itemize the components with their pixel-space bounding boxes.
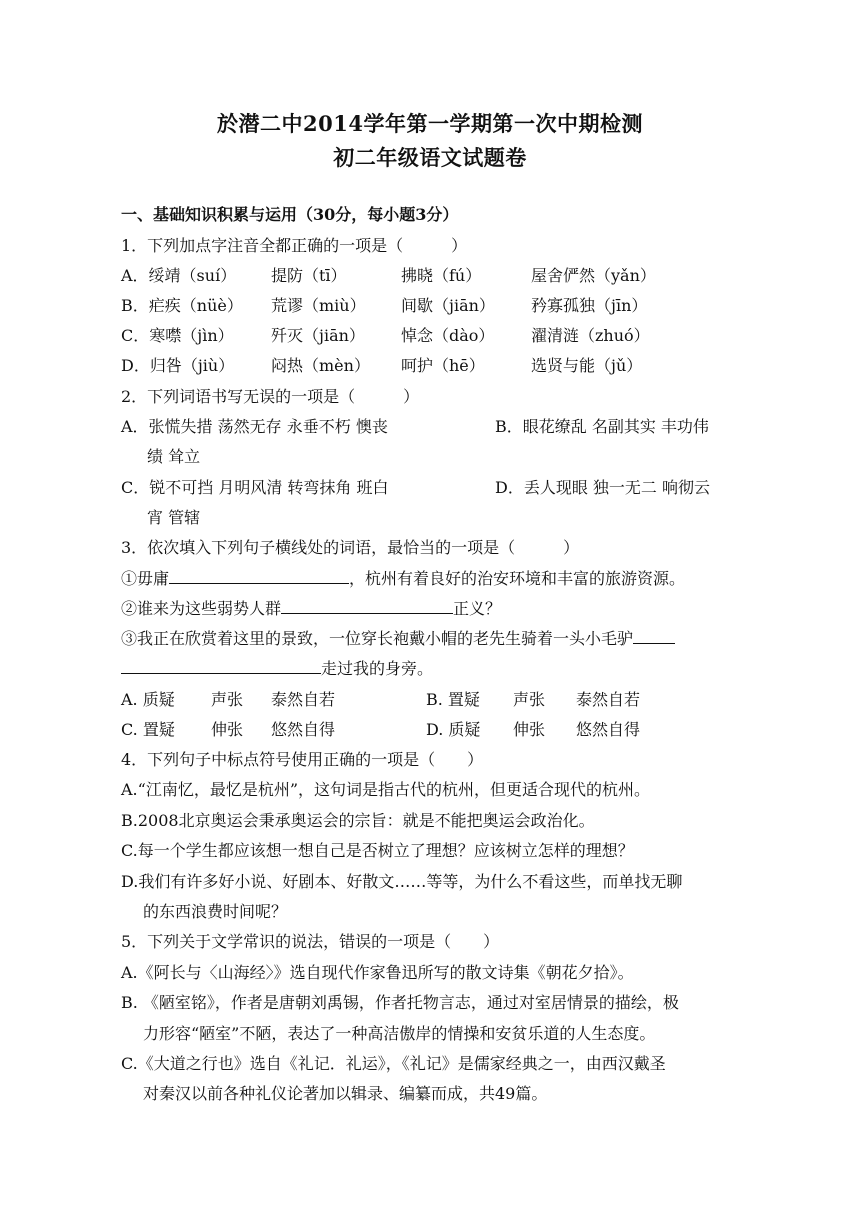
q3-s2-pre: ②谁来为这些弱势人群 [121,599,282,618]
q3-sentence-1 [121,569,685,589]
q1-c-1: C．寒噤（jìn） [121,326,234,345]
q1-b-2: 荒谬（miù） [271,296,366,315]
q5-option-b-cont: 力形容“陋室”不陋，表达了一种高洁傲岸的情操和安贫乐道的人生态度。 [143,1024,656,1043]
question-1-stem: 1．下列加点字注音全都正确的一项是（ ） [121,236,468,255]
q3-opt-a-3: 泰然自若 [271,690,336,709]
exam-title: 於潜二中2014学年第一学期第一次中期检测 [217,111,643,136]
q1-b-3: 间歇（jiān） [401,296,495,315]
q3-s3-post: 走过我的身旁。 [321,659,434,678]
q3-opt-c-label: C. 置疑 [121,720,175,739]
q1-a-1: A．绥靖（suí） [121,266,237,285]
q2-option-a: A．张慌失措 荡然无存 永垂不朽 懊丧 [121,417,388,436]
q1-b-1: B．疟疾（nüè） [121,296,243,315]
q3-sentence-2 [121,599,501,619]
q3-blank-3b [121,659,321,674]
q3-opt-b-label: B. 置疑 [426,690,480,709]
q5-option-a: A.《阿长与〈山海经〉》选自现代作家鲁迅所写的散文诗集《朝花夕拾》。 [121,963,634,982]
q5-option-c-cont: 对秦汉以前各种礼仪论著加以辑录、编纂而成，共49篇。 [143,1084,548,1103]
q3-s1-post: ，杭州有着良好的治安环境和丰富的旅游资源。 [349,569,686,588]
q3-opt-c-2: 伸张 [211,720,244,739]
question-3-stem: 3．依次填入下列句子横线处的词语，最恰当的一项是（ ） [121,538,580,557]
question-5-stem: 5．下列关于文学常识的说法，错误的一项是（ ） [121,932,500,951]
q2-option-d-cont: 宵 管辖 [147,508,201,527]
q1-a-2: 提防（tī） [271,266,347,285]
section-heading: 一、基础知识积累与运用（30分，每小题3分） [121,205,459,224]
q5-option-b: B. 《陋室铭》，作者是唐朝刘禹锡，作者托物言志，通过对室居情景的描绘，极 [121,993,679,1012]
question-2-stem: 2．下列词语书写无误的一项是（ ） [121,387,420,406]
q1-a-3: 拂晓（fú） [401,266,482,285]
q4-option-d-cont: 的东西浪费时间呢？ [143,902,288,921]
q1-d-2: 闷热（mèn） [271,356,370,375]
q3-s1-pre: ①毋庸 [121,569,170,588]
q3-blank-3a [633,629,675,644]
q4-option-c: C.每一个学生都应该想一想自己是否树立了理想？应该树立怎样的理想？ [121,841,634,860]
q4-option-d: D.我们有许多好小说、好剧本、好散文……等等，为什么不看这些，而单找无聊 [121,872,683,891]
q3-opt-d-3: 悠然自得 [576,720,641,739]
q3-sentence-3-cont [121,659,433,679]
q1-b-4: 矜寡孤独（jīn） [531,296,648,315]
q1-d-4: 选贤与能（jǔ） [531,356,643,375]
q1-c-3: 悼念（dào） [401,326,495,345]
q3-opt-a-2: 声张 [211,690,244,709]
q4-option-b: B.2008北京奥运会秉承奥运会的宗旨：就是不能把奥运会政治化。 [121,811,595,830]
q3-opt-b-3: 泰然自若 [576,690,641,709]
q3-opt-b-2: 声张 [513,690,546,709]
q3-s2-post: 正义？ [453,599,502,618]
q2-option-b-cont: 绩 耸立 [147,447,201,466]
q3-sentence-3 [121,629,675,649]
q1-d-1: D．归咎（jiù） [121,356,235,375]
q1-c-2: 歼灭（jiān） [271,326,365,345]
q3-s3-text: ③我正在欣赏着这里的景致，一位穿长袍戴小帽的老先生骑着一头小毛驴 [121,629,634,648]
q1-a-4: 屋舍俨然（yǎn） [531,266,656,285]
q3-blank-2 [281,599,453,614]
q3-opt-a-label: A. 质疑 [121,690,175,709]
q5-option-c: C.《大道之行也》选自《礼记．礼运》，《礼记》是儒家经典之一，由西汉戴圣 [121,1054,666,1073]
q3-opt-c-3: 悠然自得 [271,720,336,739]
q2-option-b: B．眼花缭乱 名副其实 丰功伟 [495,417,709,436]
q3-blank-1 [169,569,349,584]
q2-option-d: D．丢人现眼 独一无二 响彻云 [495,478,711,497]
q1-d-3: 呵护（hē） [401,356,485,375]
q2-option-c: C．锐不可挡 月明风清 转弯抹角 班白 [121,478,389,497]
q3-opt-d-label: D. 质疑 [426,720,481,739]
q1-c-4: 濯清涟（zhuó） [531,326,650,345]
question-4-stem: 4．下列句子中标点符号使用正确的一项是（ ） [121,750,484,769]
exam-subtitle: 初二年级语文试题卷 [333,145,527,170]
q3-opt-d-2: 伸张 [513,720,546,739]
q4-option-a: A.“江南忆，最忆是杭州”，这句词是指古代的杭州，但更适合现代的杭州。 [121,780,651,799]
